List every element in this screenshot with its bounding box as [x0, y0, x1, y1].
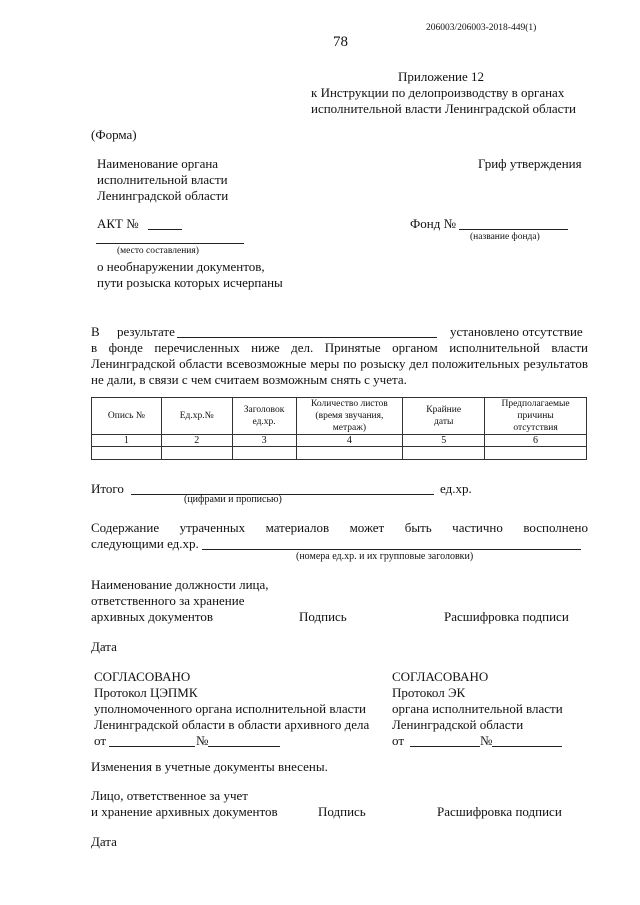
agreement-protocol: Протокол ЭК — [392, 685, 466, 700]
table-header-cell: Предполагаемые причины отсутствия — [485, 398, 587, 435]
agreement-protocol: Протокол ЦЭПМК — [94, 685, 198, 700]
signature-decode-label: Расшифровка подписи — [437, 804, 562, 819]
table-cell[interactable] — [296, 447, 403, 460]
content-word: быть — [404, 520, 432, 535]
totals-field[interactable] — [131, 494, 434, 495]
result-field[interactable] — [177, 337, 437, 338]
table-number-cell: 5 — [403, 435, 485, 447]
page-number: 78 — [333, 34, 348, 50]
content-word: Содержание — [91, 520, 160, 535]
agreement-title: СОГЛАСОВАНО — [94, 669, 191, 684]
agreement-number-field[interactable] — [208, 746, 280, 747]
agreement-line: органа исполнительной власти — [392, 701, 563, 716]
agreement-date-field[interactable] — [410, 746, 480, 747]
signature-label: Подпись — [299, 609, 347, 624]
agreement-date-field[interactable] — [109, 746, 195, 747]
content-field[interactable] — [202, 549, 581, 550]
paragraph-result-word: результате — [117, 324, 175, 339]
agreement-number-label: № — [480, 733, 493, 748]
table-number-cell: 3 — [232, 435, 296, 447]
agreement-title: СОГЛАСОВАНО — [392, 669, 489, 684]
table-number-cell: 4 — [296, 435, 403, 447]
table-cell[interactable] — [403, 447, 485, 460]
content-word: восполнено — [523, 520, 588, 535]
table-header-cell: Опись № — [92, 398, 162, 435]
content-word: может — [349, 520, 385, 535]
appendix-title: Приложение 12 — [398, 69, 485, 84]
responsible-person-line: Лицо, ответственное за учет — [91, 788, 248, 803]
fund-caption: (название фонда) — [470, 232, 540, 242]
table-header-cell: Количество листов (время звучания, метраж) — [296, 398, 403, 435]
fund-field[interactable] — [459, 229, 568, 230]
appendix-line: исполнительной власти Ленинградской области — [311, 101, 577, 116]
totals-caption: (цифрами и прописью) — [184, 494, 282, 505]
table-number-cell: 6 — [485, 435, 587, 447]
approval-stamp: Гриф утверждения — [478, 156, 582, 171]
act-number-field[interactable] — [148, 229, 182, 230]
agreement-number-label: № — [196, 733, 209, 748]
appendix-line: к Инструкции по делопроизводству в органах — [311, 85, 565, 100]
content-caption: (номера ед.хр. и их групповые заголовки) — [296, 551, 474, 562]
paragraph-start: В — [91, 324, 100, 339]
signature-label: Подпись — [318, 804, 366, 819]
paragraph-line: Ленинградской области всевозможные меры по розыску дел положительных результатов — [91, 356, 588, 371]
table-number-cell: 2 — [161, 435, 232, 447]
agreement-number-field[interactable] — [492, 746, 562, 747]
signature-position-line: Наименование должности лица, — [91, 577, 269, 592]
lost-documents-table — [91, 397, 587, 460]
table-cell[interactable] — [92, 447, 162, 460]
agreement-line: Ленинградской области — [392, 717, 524, 732]
table-row — [92, 447, 587, 460]
org-name-line: Наименование органа — [97, 156, 219, 171]
act-subject-line: о необнаружении документов, — [97, 259, 265, 274]
table-header-row — [92, 398, 587, 435]
table-header-cell: Заголовок ед.хр. — [232, 398, 296, 435]
agreement-from-label: от — [94, 733, 107, 748]
content-word: материалов — [265, 520, 330, 535]
content-line — [91, 520, 588, 536]
content-word: утраченных — [179, 520, 246, 535]
table-header-cell: Ед.хр.№ — [161, 398, 232, 435]
table-cell[interactable] — [161, 447, 232, 460]
place-field[interactable] — [96, 243, 244, 244]
place-caption: (место составления) — [117, 246, 199, 256]
paragraph-line: в фонде перечисленных ниже дел. Принятые органом исполнительной власти — [91, 340, 588, 355]
paragraph-line: не дали, в связи с чем считаем возможным снять с учета. — [91, 372, 407, 387]
responsible-person-line: и хранение архивных документов — [91, 804, 278, 819]
totals-unit: ед.хр. — [440, 481, 472, 496]
content-line: следующими ед.хр. — [91, 536, 199, 551]
agreement-line: Ленинградской области в области архивного дела — [94, 717, 370, 732]
agreement-line: уполномоченного органа исполнительной власти — [94, 701, 367, 716]
table-number-cell: 1 — [92, 435, 162, 447]
doc-code: 206003/206003-2018-449(1) — [426, 23, 537, 33]
date-label: Дата — [91, 834, 117, 849]
agreement-from-label: от — [392, 733, 405, 748]
content-word: частично — [452, 520, 503, 535]
date-label: Дата — [91, 639, 117, 654]
signature-position-line: ответственного за хранение — [91, 593, 245, 608]
table-header-cell: Крайние даты — [403, 398, 485, 435]
org-name-line: исполнительной власти — [97, 172, 228, 187]
table-cell[interactable] — [485, 447, 587, 460]
totals-label: Итого — [91, 481, 124, 496]
form-label: (Форма) — [91, 127, 137, 142]
org-name-line: Ленинградской области — [97, 188, 229, 203]
act-label: АКТ № — [97, 216, 139, 231]
table-cell[interactable] — [232, 447, 296, 460]
changes-note: Изменения в учетные документы внесены. — [91, 759, 328, 774]
fund-label: Фонд № — [410, 216, 456, 231]
signature-position-line: архивных документов — [91, 609, 213, 624]
paragraph-established: установлено отсутствие — [450, 324, 583, 339]
table-number-row — [92, 435, 587, 447]
signature-decode-label: Расшифровка подписи — [444, 609, 569, 624]
act-subject-line: пути розыска которых исчерпаны — [97, 275, 283, 290]
